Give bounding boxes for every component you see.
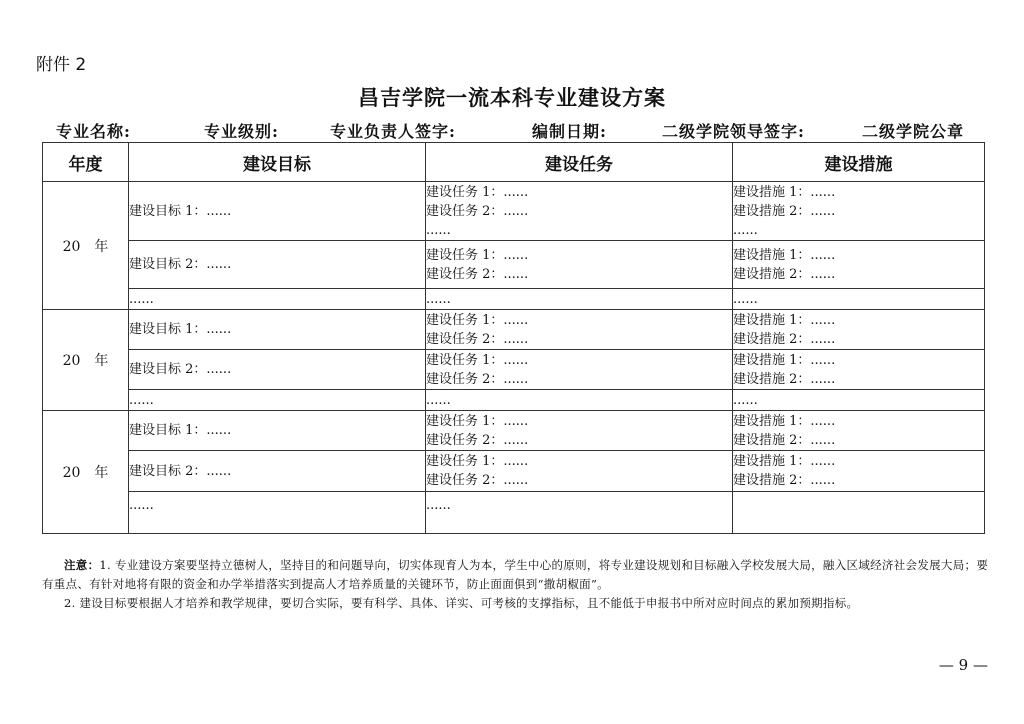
measure-1-text: 建设措施 1：......: [733, 247, 836, 263]
construction-plan-table: [42, 142, 985, 534]
notes-section: [42, 556, 992, 613]
meta-seal: 二级学院公章: [862, 122, 965, 141]
header-task: 建设任务: [426, 143, 733, 182]
meta-leader-signature: 二级学院领导签字:: [662, 122, 805, 141]
goal-more-cell[interactable]: ......: [129, 492, 426, 534]
measure-cell[interactable]: [733, 310, 985, 350]
goal-1-text: 建设目标 1：......: [129, 203, 232, 219]
task-more-cell[interactable]: ......: [426, 289, 733, 310]
meta-compile-date: 编制日期:: [532, 122, 607, 141]
task-1-text: 建设任务 1：......: [426, 352, 529, 368]
table-row: [43, 289, 985, 310]
measure-cell[interactable]: [733, 411, 985, 451]
goal-cell[interactable]: [129, 241, 426, 289]
measure-2-text: 建设措施 2：......: [733, 203, 836, 219]
year-cell[interactable]: 20 年: [43, 182, 129, 310]
task-1-text: 建设任务 1：......: [426, 184, 529, 200]
meta-major-level: 专业级别:: [204, 122, 279, 141]
table-row: [43, 310, 985, 350]
task-2-text: 建设任务 2：......: [426, 371, 529, 387]
header-measure: 建设措施: [733, 143, 985, 182]
measure-2-text: 建设措施 2：......: [733, 473, 836, 488]
task-2-text: 建设任务 2：......: [426, 473, 529, 488]
page-number: — 9 —: [938, 656, 988, 674]
goal-2-text: 建设目标 2：......: [129, 463, 232, 479]
goal-1-text: 建设目标 1：......: [129, 423, 232, 438]
meta-head-signature: 专业负责人签字:: [330, 122, 456, 141]
measure-2-text: 建设措施 2：......: [733, 266, 836, 282]
task-cell[interactable]: [426, 241, 733, 289]
goal-cell[interactable]: [129, 411, 426, 451]
measure-cell[interactable]: [733, 350, 985, 390]
task-1-text: 建设任务 1：......: [426, 454, 529, 469]
task-more-text: ......: [426, 222, 451, 238]
measure-empty-cell[interactable]: [733, 492, 985, 534]
document-title: 昌吉学院一流本科专业建设方案: [358, 85, 666, 110]
task-more-cell[interactable]: ......: [426, 492, 733, 534]
table-row: [43, 241, 985, 289]
measure-more-cell[interactable]: ......: [733, 289, 985, 310]
measure-1-text: 建设措施 1：......: [733, 352, 836, 368]
note-1: [42, 556, 992, 594]
table-row: [43, 182, 985, 241]
measure-more-text: ......: [733, 222, 758, 238]
note-label: 注意：: [64, 558, 100, 572]
table-row: [43, 411, 985, 451]
measure-1-text: 建设措施 1：......: [733, 413, 836, 429]
measure-2-text: 建设措施 2：......: [733, 331, 836, 347]
goal-more-cell[interactable]: ......: [129, 289, 426, 310]
meta-major-name: 专业名称:: [56, 122, 131, 141]
header-year: 年度: [43, 143, 129, 182]
goal-cell[interactable]: [129, 451, 426, 492]
task-cell[interactable]: [426, 451, 733, 492]
measure-more-cell[interactable]: ......: [733, 390, 985, 411]
goal-cell[interactable]: [129, 310, 426, 350]
task-1-text: 建设任务 1：......: [426, 247, 529, 263]
measure-1-text: 建设措施 1：......: [733, 184, 836, 200]
measure-2-text: 建设措施 2：......: [733, 432, 836, 448]
table-row: [43, 350, 985, 390]
note-2: 2. 建设目标要根据人才培养和教学规律，要切合实际，要有科学、具体、详实、可考核的支撑指标，且不能低于申报书中所对应时间点的累加预期指标。: [64, 596, 859, 610]
table-row: [43, 451, 985, 492]
task-1-text: 建设任务 1：......: [426, 312, 529, 328]
goal-1-text: 建设目标 1：......: [129, 322, 232, 337]
task-cell[interactable]: [426, 310, 733, 350]
task-more-cell[interactable]: ......: [426, 390, 733, 411]
task-1-text: 建设任务 1：......: [426, 413, 529, 429]
measure-1-text: 建设措施 1：......: [733, 454, 836, 469]
task-2-text: 建设任务 2：......: [426, 432, 529, 448]
table-row: [43, 492, 985, 534]
table-row: [43, 390, 985, 411]
table-header-row: [43, 143, 985, 182]
attachment-label: 附件 2: [36, 55, 87, 75]
measure-2-text: 建设措施 2：......: [733, 371, 836, 387]
goal-cell[interactable]: [129, 350, 426, 390]
task-2-text: 建设任务 2：......: [426, 203, 529, 219]
goal-2-text: 建设目标 2：......: [129, 362, 232, 377]
goal-more-cell[interactable]: ......: [129, 390, 426, 411]
goal-2-text: 建设目标 2：......: [129, 257, 232, 272]
note-1-text: 1. 专业建设方案要坚持立德树人，坚持目的和问题导向，切实体现育人为本，学生中心的原则，将专业建设规划和目标融入学校发展大局，融入区域经济社会发展大局；要有重点、有针对地将有限的资金和办学举措落实到提高人才培养质量的关键环节，防止面面俱到“撒胡椒面”。: [42, 558, 989, 591]
year-cell[interactable]: 20 年: [43, 411, 129, 534]
task-2-text: 建设任务 2：......: [426, 266, 529, 282]
goal-cell[interactable]: [129, 182, 426, 241]
measure-1-text: 建设措施 1：......: [733, 312, 836, 328]
measure-cell[interactable]: [733, 241, 985, 289]
task-cell[interactable]: [426, 182, 733, 241]
measure-cell[interactable]: [733, 182, 985, 241]
task-cell[interactable]: [426, 350, 733, 390]
header-goal: 建设目标: [129, 143, 426, 182]
year-cell[interactable]: 20 年: [43, 310, 129, 411]
task-cell[interactable]: [426, 411, 733, 451]
measure-cell[interactable]: [733, 451, 985, 492]
task-2-text: 建设任务 2：......: [426, 331, 529, 347]
